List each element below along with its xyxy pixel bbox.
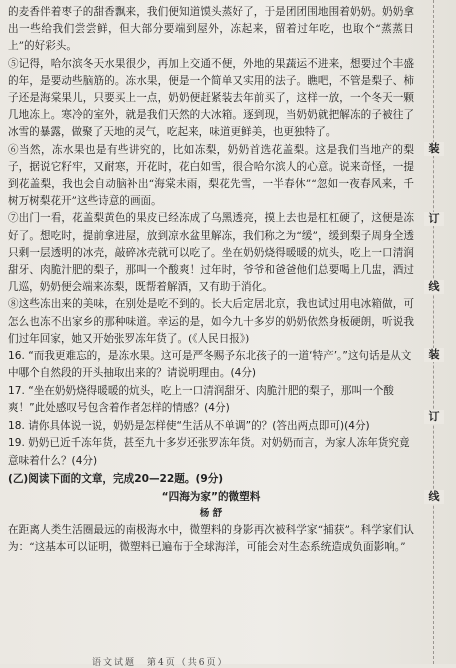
binding-mark-xian: 线 <box>424 280 444 294</box>
binding-margin <box>420 0 456 664</box>
article-title: “四海为家”的微塑料 <box>161 490 261 503</box>
page-footer: 语文试题 第4页（共6页） <box>92 658 229 668</box>
article-paragraph-1: 在距离人类生活圈最远的南极海水中，微塑料的身影再次被科学家“捕获”。科学家们认为：“这基本可以证明，微塑料已遍布于全球海洋，可能会对生态系统造成负面影响。” <box>8 523 414 554</box>
passage-paragraph-7: ⑦出门一看，花盖梨黄色的果皮已经冻成了乌黑透亮，摸上去也是杠杠硬了，这便是冻好了。想吃时，提前拿进屋，放到凉水盆里解冻，我们称之为“缓”，缓到梨子周身全透只剩一层透明的冰壳，敲碎冰壳就可以吃了。坐在奶奶烧得暖暖的炕头，吃上一口清润甜牙、肉脆汁肥的梨子，那叫一个酸爽！过年时，爷爷和爸爸他们总要喝上几盅，酒过几巡，奶奶便会端来冻梨，既帮着解酒，又有助于消化。 <box>8 212 414 294</box>
passage-paragraph-4-end: 的麦香伴着枣子的甜香飘来，我们便知道馍头蒸好了，于是团团围地围着奶奶。奶奶拿出一些给我们尝尝鲜，但大部分要端到屋外，冻起来，留着过年吃，也取个“蒸蒸日上”的好彩头。 <box>8 6 414 53</box>
question-18: 18. 请你具体说一说，奶奶是怎样使“生活从不单调”的？(答出两点即可)(4分) <box>8 419 370 432</box>
binding-mark-zhuang-2: 装 <box>424 348 444 362</box>
passage-paragraph-8: ⑧这些冻出来的美味，在别处是吃不到的。长大后定居北京，我也试过用电冰箱做，可怎么也冻不出家乡的那种味道。幸运的是，如今九十多岁的奶奶依然身板硬朗，听说我们过年回家，她又开始张罗冻年货了。(《人民日报》) <box>8 298 414 345</box>
question-16: 16. “而我更难忘的，是冻水果。这可是严冬赐予东北孩子的一道‘特产’。”这句话是从文中哪个自然段的开头抽取出来的？请说明理由。(4分) <box>8 350 412 380</box>
binding-mark-ding: 订 <box>424 212 444 226</box>
binding-line <box>433 0 434 664</box>
binding-mark-xian-2: 线 <box>424 490 444 504</box>
question-19: 19. 奶奶已近千冻年货，甚至九十多岁还张罗冻年货。对奶奶而言，为家人冻年货究竟意味着什么？(4分) <box>8 437 410 467</box>
question-17: 17. “坐在奶奶烧得暖暖的炕头，吃上一口清润甜牙、肉脆汁肥的梨子，那叫一个酸爽！”此处感叹号包含着作者怎样的情感？(4分) <box>8 384 394 415</box>
page-content <box>8 4 414 556</box>
binding-mark-ding-2: 订 <box>424 410 444 424</box>
binding-mark-zhuang: 装 <box>424 142 444 156</box>
passage-paragraph-6: ⑥当然，冻水果也是有些讲究的，比如冻梨，奶奶首选花盖梨。这是我们当地产的梨子，据说它籽牢，又耐寒，开花时，花白如雪，很合哈尔滨人的心意。说来奇怪，一提到花盖梨，我也会自动脑补出“海棠未雨，梨花先雪，一半春休”“忽如一夜春风来，千树万树梨花开”这些诗意的画面。 <box>8 143 414 208</box>
passage-paragraph-5: ⑤记得，哈尔滨冬天水果很少，再加上交通不便，外地的果蔬运不进来，想要过个丰盛的年，是要动些脑筋的。冻水果，便是一个简单又实用的法子。瞧吧，不管是梨子、柿子还是海棠果儿，只要买上一点，奶奶便赶紧装去年前买了，这样一放，一个冬天一颗几地冻上。寒冷的室外，就是我们天然的大冰箱。逐到现，当奶奶就把解冻的子被往了冰雪的暴露，做聚了天地的灵气，吃起来，味道更鲜美，也更独特了。 <box>8 57 414 139</box>
article-author: 杨 舒 <box>199 507 223 519</box>
section-b-header: (乙)阅读下面的文章，完成20—22题。(9分) <box>8 472 224 485</box>
